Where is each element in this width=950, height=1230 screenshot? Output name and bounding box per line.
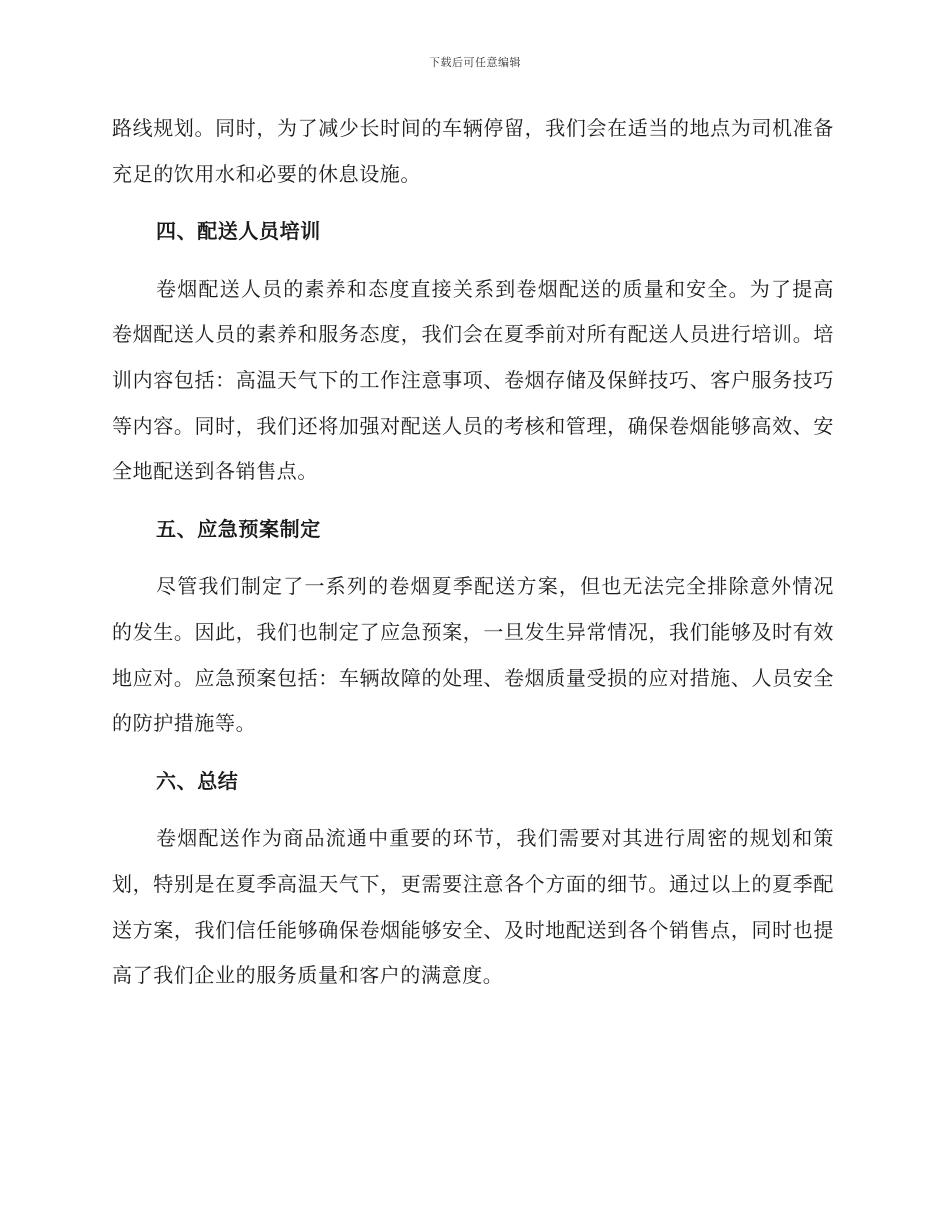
spacer: [112, 495, 834, 507]
document-body: [112, 106, 834, 999]
section-paragraph-training: 卷烟配送人员的素养和态度直接关系到卷烟配送的质量和安全。为了提高卷烟配送人员的素养和服务态度，我们会在夏季前对所有配送人员进行培训。培训内容包括：高温天气下的工作注意事项、卷烟存储及保鲜技巧、客户服务技巧等内容。同时，我们还将加强对配送人员的考核和管理，确保卷烟能够高效、安全地配送到各销售点。: [112, 276, 834, 484]
spacer: [112, 197, 834, 209]
section-heading-emergency: 五、应急预案制定: [156, 516, 321, 541]
spacer: [112, 552, 834, 564]
section-heading-summary: 六、总结: [156, 768, 239, 793]
section-paragraph-emergency: 尽管我们制定了一系列的卷烟夏季配送方案，但也无法完全排除意外情况的发生。因此，我们也制定了应急预案，一旦发生异常情况，我们能够及时有效地应对。应急预案包括：车辆故障的处理、卷烟质量受损的应对措施、人员安全的防护措施等。: [112, 574, 834, 736]
spacer: [112, 747, 834, 759]
section-paragraph-summary: 卷烟配送作为商品流通中重要的环节，我们需要对其进行周密的规划和策划，特别是在夏季高温天气下，更需要注意各个方面的细节。通过以上的夏季配送方案，我们信任能够确保卷烟能够安全、及时地配送到各个销售点，同时也提高了我们企业的服务质量和客户的满意度。: [112, 826, 834, 988]
spacer: [112, 804, 834, 816]
intro-paragraph: 路线规划。同时，为了减少长时间的车辆停留，我们会在适当的地点为司机准备充足的饮用水和必要的休息设施。: [112, 116, 834, 186]
spacer: [112, 255, 834, 267]
section-heading-training: 四、配送人员培训: [156, 219, 321, 244]
header-note: 下载后可任意编辑: [429, 56, 521, 69]
